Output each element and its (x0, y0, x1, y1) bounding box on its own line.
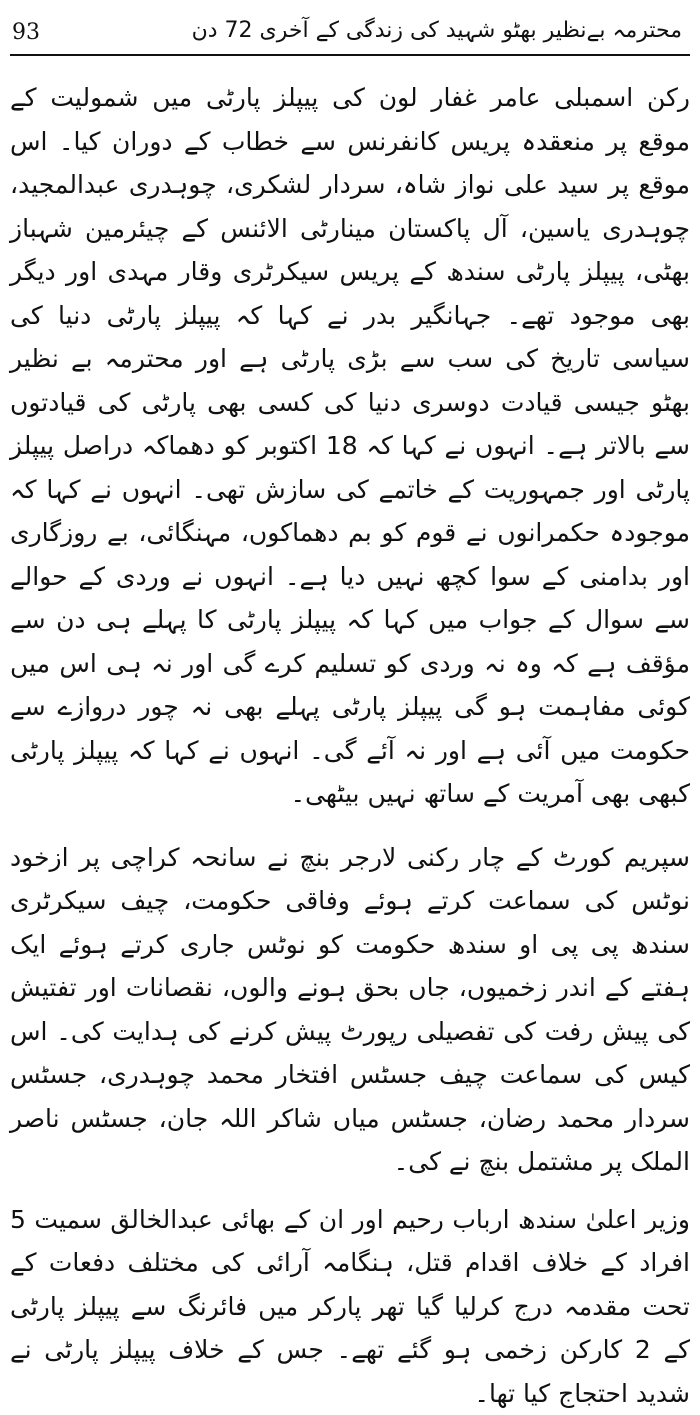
paragraph-3: وزیر اعلیٰ سندھ ارباب رحیم اور ان کے بھائی عبدالخالق سمیت 5 افراد کے خلاف اقدام قتل، ہنگامہ آرائی کی مختلف دفعات کے تحت مقدمہ درج کرلیا گیا تھر پارکر میں فائرنگ سے پیپلز پارٹی کے 2 کارکن زخمی ہو گئے تھے۔ جس کے خلاف پیپلز پارٹی نے شدید احتجاج کیا تھا۔ (10, 1198, 690, 1415)
page-body (10, 62, 690, 1415)
paragraph-1: رکن اسمبلی عامر غفار لون کی پیپلز پارٹی میں شمولیت کے موقع پر منعقدہ پریس کانفرنس سے خطاب کے دوران کیا۔ اس موقع پر سید علی نواز شاہ، سردار لشکری، چوہدری عبدالمجید، چوہدری یاسین، آل پاکستان مینارٹی الائنس کے چیئرمین شہباز بھٹی، پیپلز پارٹی سندھ کے پریس سیکرٹری وقار مہدی اور دیگر بھی موجود تھے۔ جہانگیر بدر نے کہا کہ پیپلز پارٹی دنیا کی سیاسی تاریخ کی سب سے بڑی پارٹی ہے اور محترمہ بے نظیر بھٹو جیسی قیادت دوسری دنیا کی کسی بھی پارٹی کی قیادتوں سے بالاتر ہے۔ انہوں نے کہا کہ 18 اکتوبر کو دھماکہ دراصل پیپلز پارٹی اور جمہوریت کے خاتمے کی سازش تھی۔ انہوں نے کہا کہ موجودہ حکمرانوں نے قوم کو بم دھماکوں، مہنگائی، بے روزگاری اور بدامنی کے سوا کچھ نہیں دیا ہے۔ انہوں نے وردی کے حوالے سے سوال کے جواب میں کہا کہ پیپلز پارٹی کا پہلے ہی دن سے مؤقف ہے کہ وہ نہ وردی کو تسلیم کرے گی اور نہ ہی اس میں کوئی مفاہمت ہو گی پیپلز پارٹی پہلے بھی نہ چور دروازے سے حکومت میں آئی ہے اور نہ آئے گی۔ انہوں نے کہا کہ پیپلز پارٹی کبھی بھی آمریت کے ساتھ نہیں بیٹھی۔ (10, 76, 690, 816)
page-header (10, 14, 690, 56)
running-title: محترمہ بےنظیر بھٹو شہید کی زندگی کے آخری 72 دن (192, 18, 682, 43)
page-number: 93 (12, 20, 40, 45)
paragraph-2: سپریم کورٹ کے چار رکنی لارجر بنچ نے سانحہ کراچی پر ازخود نوٹس کی سماعت کرتے ہوئے وفاقی حکومت، چیف سیکرٹری سندھ پی پی او سندھ حکومت کو نوٹس جاری کرتے ہوئے ایک ہفتے کے اندر زخمیوں، جاں بحق ہونے والوں، نقصانات اور تفتیش کی پیش رفت کی تفصیلی رپورٹ پیش کرنے کی ہدایت کی۔ اس کیس کی سماعت چیف جسٹس افتخار محمد چوہدری، جسٹس سردار محمد رضان، جسٹس میاں شاکر اللہ جان، جسٹس ناصر الملک پر مشتمل بنچ نے کی۔ (10, 836, 690, 1184)
